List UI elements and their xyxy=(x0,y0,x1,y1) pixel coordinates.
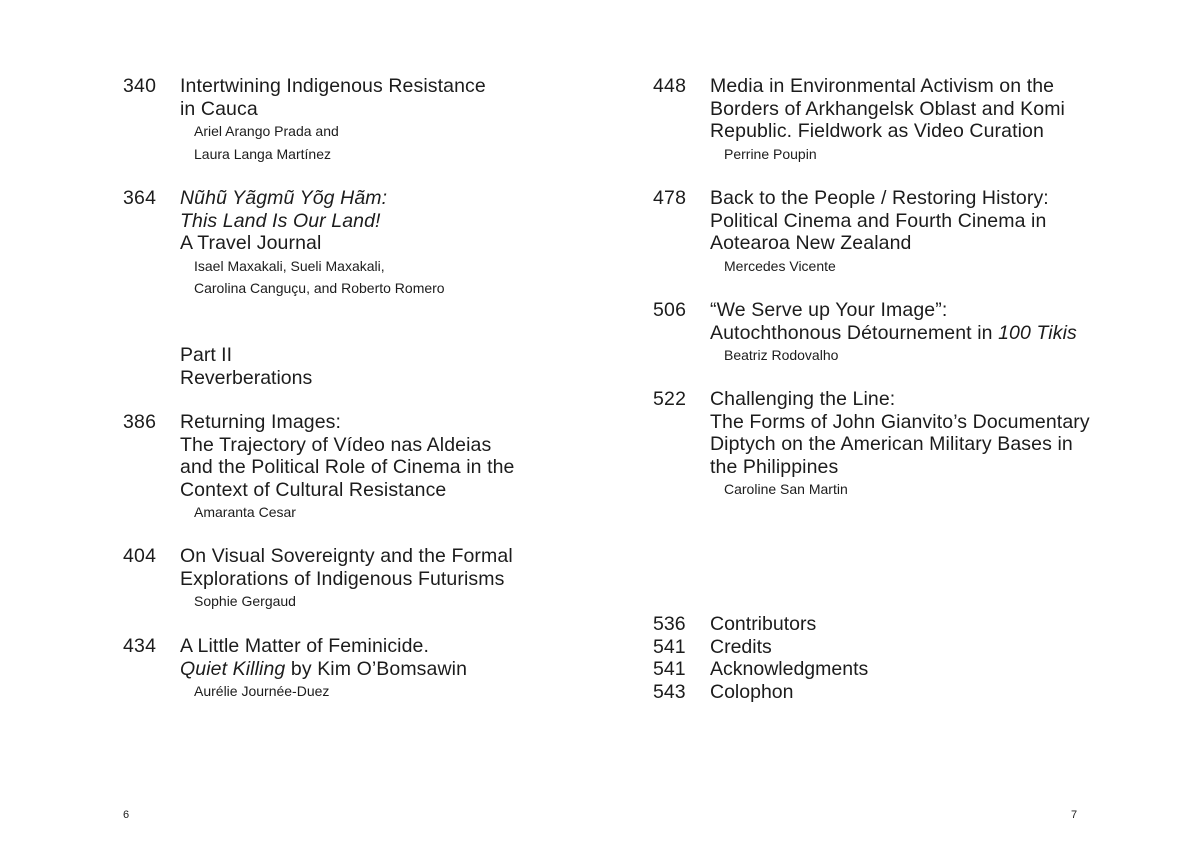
toc-author: Sophie Gergaud xyxy=(194,593,296,609)
part-label: Part II xyxy=(180,344,233,366)
toc-entry[interactable] xyxy=(123,411,563,524)
toc-title: Challenging the Line: The Forms of John Gianvito’s Documentary Diptych on the American Military Bases in the Philippines xyxy=(710,388,1090,478)
toc-page-number: 536 xyxy=(653,613,686,635)
toc-author: Ariel Arango Prada and Laura Langa Martínez xyxy=(194,123,339,162)
toc-page-number: 543 xyxy=(653,680,686,703)
toc-title: Nũhũ Yãgmũ Yõg Hãm: This Land Is Our Land! A Travel Journal xyxy=(180,187,388,254)
toc-author: Mercedes Vicente xyxy=(724,257,836,274)
toc-author: Amaranta Cesar xyxy=(194,504,296,520)
page-number-left: 6 xyxy=(123,809,130,821)
page-number-right: 7 xyxy=(1071,809,1078,821)
toc-page-number: 478 xyxy=(653,187,687,209)
toc-entry[interactable] xyxy=(653,75,1093,165)
toc-author: Aurélie Journée-Duez xyxy=(194,683,330,699)
toc-entry[interactable] xyxy=(123,187,563,300)
toc-title: Colophon xyxy=(710,680,794,703)
toc-entry[interactable] xyxy=(123,545,563,613)
toc-page-number: 386 xyxy=(123,411,157,433)
toc-page-number: 448 xyxy=(653,75,687,97)
toc-entry[interactable] xyxy=(123,75,563,165)
toc-page-number: 434 xyxy=(123,635,157,657)
part-heading xyxy=(180,344,312,389)
toc-entry[interactable] xyxy=(653,388,1093,501)
toc-entry[interactable] xyxy=(123,635,563,703)
toc-title: Credits xyxy=(710,635,772,658)
toc-title: Back to the People / Restoring History: Political Cinema and Fourth Cinema in Aotearoa New Zealand xyxy=(710,187,1049,254)
toc-page-number: 404 xyxy=(123,545,157,567)
toc-title: “We Serve up Your Image”: Autochthonous Détournement in 100 Tikis xyxy=(710,299,1077,344)
toc-page-number: 541 xyxy=(653,635,686,658)
toc-author: Perrine Poupin xyxy=(724,145,817,162)
toc-title: Contributors xyxy=(710,613,817,635)
toc-author: Isael Maxakali, Sueli Maxakali, Carolina Canguçu, and Roberto Romero xyxy=(194,257,445,296)
right-page xyxy=(600,0,1200,847)
toc-page-number: 541 xyxy=(653,658,686,680)
toc-page-number: 506 xyxy=(653,299,687,321)
toc-author: Beatriz Rodovalho xyxy=(724,347,839,363)
toc-author: Caroline San Martin xyxy=(724,481,848,497)
toc-title: Returning Images: The Trajectory of Vídeo nas Aldeias and the Political Role of Cinema in the Context of Cultural Resistance xyxy=(180,411,515,501)
part-name: Reverberations xyxy=(180,366,313,389)
toc-title: A Little Matter of Feminicide. Quiet Killing by Kim O’Bomsawin xyxy=(180,635,468,680)
toc-page-number: 522 xyxy=(653,388,687,410)
toc-title: On Visual Sovereignty and the Formal Explorations of Indigenous Futurisms xyxy=(180,545,513,590)
toc-entry[interactable] xyxy=(653,299,1093,367)
toc-title: Acknowledgments xyxy=(710,658,869,680)
toc-title: Intertwining Indigenous Resistance in Cauca xyxy=(180,75,486,120)
toc-entry[interactable] xyxy=(653,187,1093,277)
toc-page-number: 364 xyxy=(123,187,157,209)
toc-page-number: 340 xyxy=(123,75,157,97)
toc-title: Media in Environmental Activism on the Borders of Arkhangelsk Oblast and Komi Republic. Fieldwork as Video Curation xyxy=(710,75,1065,142)
